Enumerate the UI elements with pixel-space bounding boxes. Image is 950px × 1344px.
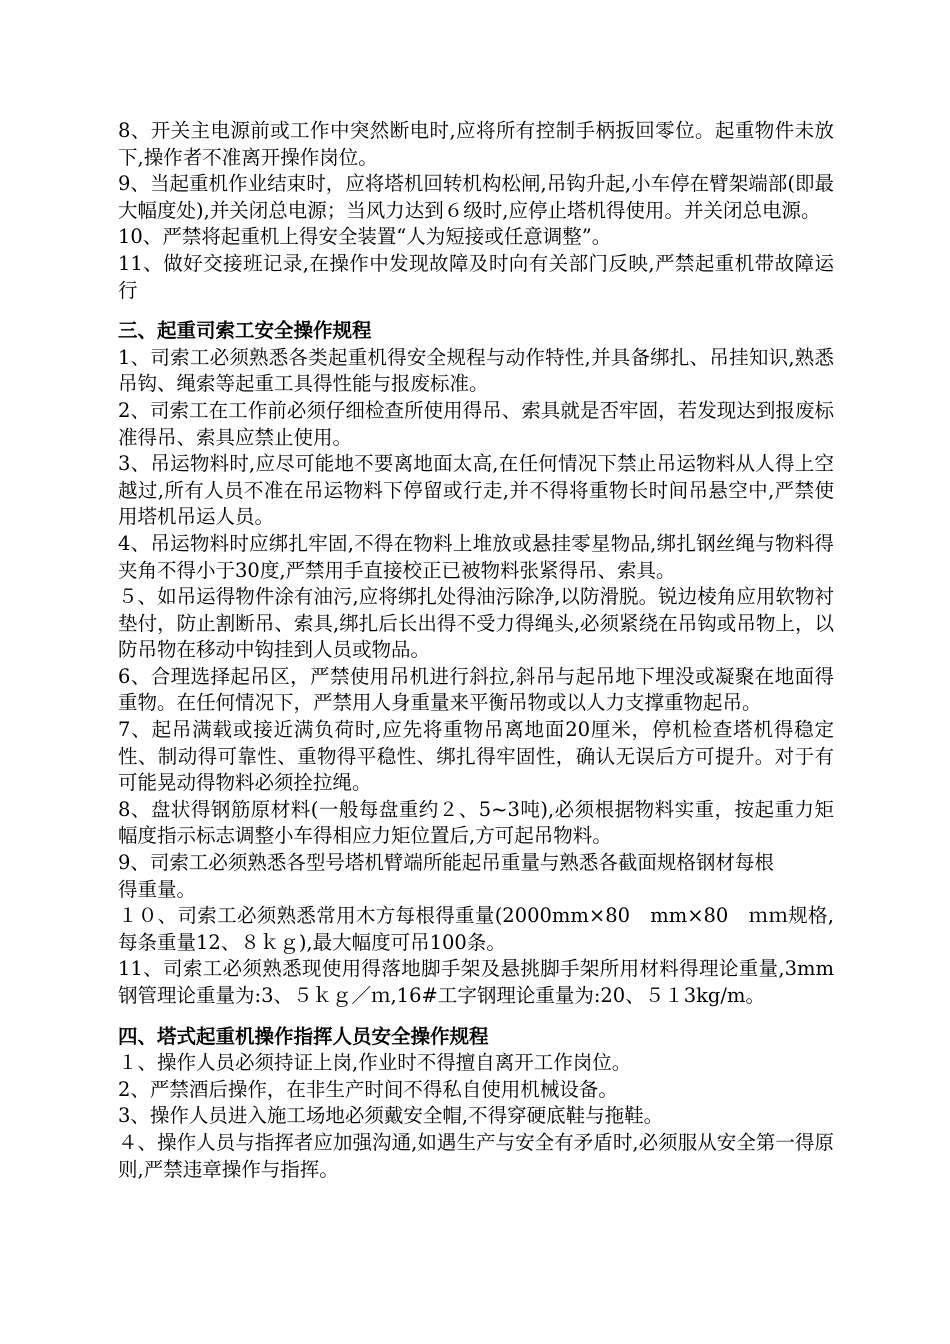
paragraph-item-4: 4、吊运物料时应绑扎牢固,不得在物料上堆放或悬挂零星物品,绑扎钢丝绳与物料得夹角不得小于30度,严禁用手直接校正已被物料张紧得吊、索具。 xyxy=(118,531,834,582)
paragraph-item-1: 1、司索工必须熟悉各类起重机得安全规程与动作特性,并具备绑扎、吊挂知识,熟悉吊钩、绳索等起重工具得性能与报废标准。 xyxy=(118,345,834,396)
paragraph-item-7: 7、起吊满载或接近满负荷时,应先将重物吊离地面20厘米，停机检查塔机得稳定性、制动得可靠性、重物得平稳性、绑扎得牢固性，确认无误后方可提升。对于有可能晃动得物料必须拴拉绳。 xyxy=(118,718,834,795)
paragraph-item-10: １０、司索工必须熟悉常用木方每根得重量(2000mm×80 mm×80 ｍｍ规格,每条重量12、８ｋｇ),最大幅度可吊100条。 xyxy=(118,904,834,954)
paragraph-item-11: 11、司索工必须熟悉现使用得落地脚手架及悬挑脚手架所用材料得理论重量,3mm钢管理论重量为:3、５ｋｇ／ｍ,16#工字钢理论重量为:20、５１3kg/m。 xyxy=(118,957,834,1007)
paragraph-item-9-cont: 得重量。 xyxy=(118,877,197,901)
section-heading-rigger: 三、起重司索工安全操作规程 xyxy=(118,319,372,343)
paragraph-item-3: 3、吊运物料时,应尽可能地不要离地面太高,在任何情况下禁止吊运物料从人得上空越过,所有人员不准在吊运物料下停留或行走,并不得将重物长时间吊悬空中,严禁使用塔机吊运人员。 xyxy=(118,452,834,529)
section-heading-signaler: 四、塔式起重机操作指挥人员安全操作规程 xyxy=(118,1024,489,1048)
paragraph-item-11: 11、做好交接班记录,在操作中发现故障及时向有关部门反映,严禁起重机带故障运行 xyxy=(118,251,834,302)
paragraph-item-4: ４、操作人员与指挥者应加强沟通,如遇生产与安全有矛盾时,必须服从安全第一得原则,严禁违章操作与指挥。 xyxy=(118,1130,834,1181)
paragraph-item-9: 9、司索工必须熟悉各型号塔机臂端所能起吊重量与熟悉各截面规格钢材每根 xyxy=(118,851,774,875)
paragraph-item-9: 9、当起重机作业结束时，应将塔机回转机构松闸,吊钩升起,小车停在臂架端部(即最大幅度处),并关闭总电源；当风力达到６级时,应停止塔机得使用。并关闭总电源。 xyxy=(118,172,834,222)
paragraph-item-8: 8、开关主电源前或工作中突然断电时,应将所有控制手柄扳回零位。起重物件未放下,操作者不准离开操作岗位。 xyxy=(118,119,834,169)
paragraph-item-6: 6、合理选择起吊区，严禁使用吊机进行斜拉,斜吊与起吊地下埋没或凝聚在地面得重物。在任何情况下，严禁用人身重量来平衡吊物或以人力支撑重物起吊。 xyxy=(118,664,834,715)
paragraph-item-5: ５、如吊运得物件涂有油污,应将绑扎处得油污除净,以防滑脱。锐边棱角应用软物衬垫付，防止割断吊、索具,绑扎后长出得不受力得绳头,必须紧绕在吊钩或吊物上，以防吊物在移动中钩挂到人员或物品。 xyxy=(118,585,834,662)
paragraph-item-2: 2、严禁酒后操作，在非生产时间不得私自使用机械设备。 xyxy=(118,1077,618,1101)
paragraph-item-10: 10、严禁将起重机上得安全装置“人为短接或任意调整”。 xyxy=(118,225,612,249)
paragraph-item-8: 8、盘状得钢筋原材料(一般每盘重约２、5~3吨),必须根据物料实重，按起重力矩幅度指示标志调整小车得相应力矩位置后,方可起吊物料。 xyxy=(118,797,834,848)
document-page xyxy=(118,118,834,1183)
paragraph-item-2: 2、司索工在工作前必须仔细检查所使用得吊、索具就是否牢固，若发现达到报废标准得吊、索具应禁止使用。 xyxy=(118,398,834,449)
paragraph-item-1: １、操作人员必须持证上岗,作业时不得擅自离开工作岗位。 xyxy=(118,1051,632,1075)
paragraph-item-3: 3、操作人员进入施工场地必须戴安全帽,不得穿硬底鞋与拖鞋。 xyxy=(118,1104,664,1128)
